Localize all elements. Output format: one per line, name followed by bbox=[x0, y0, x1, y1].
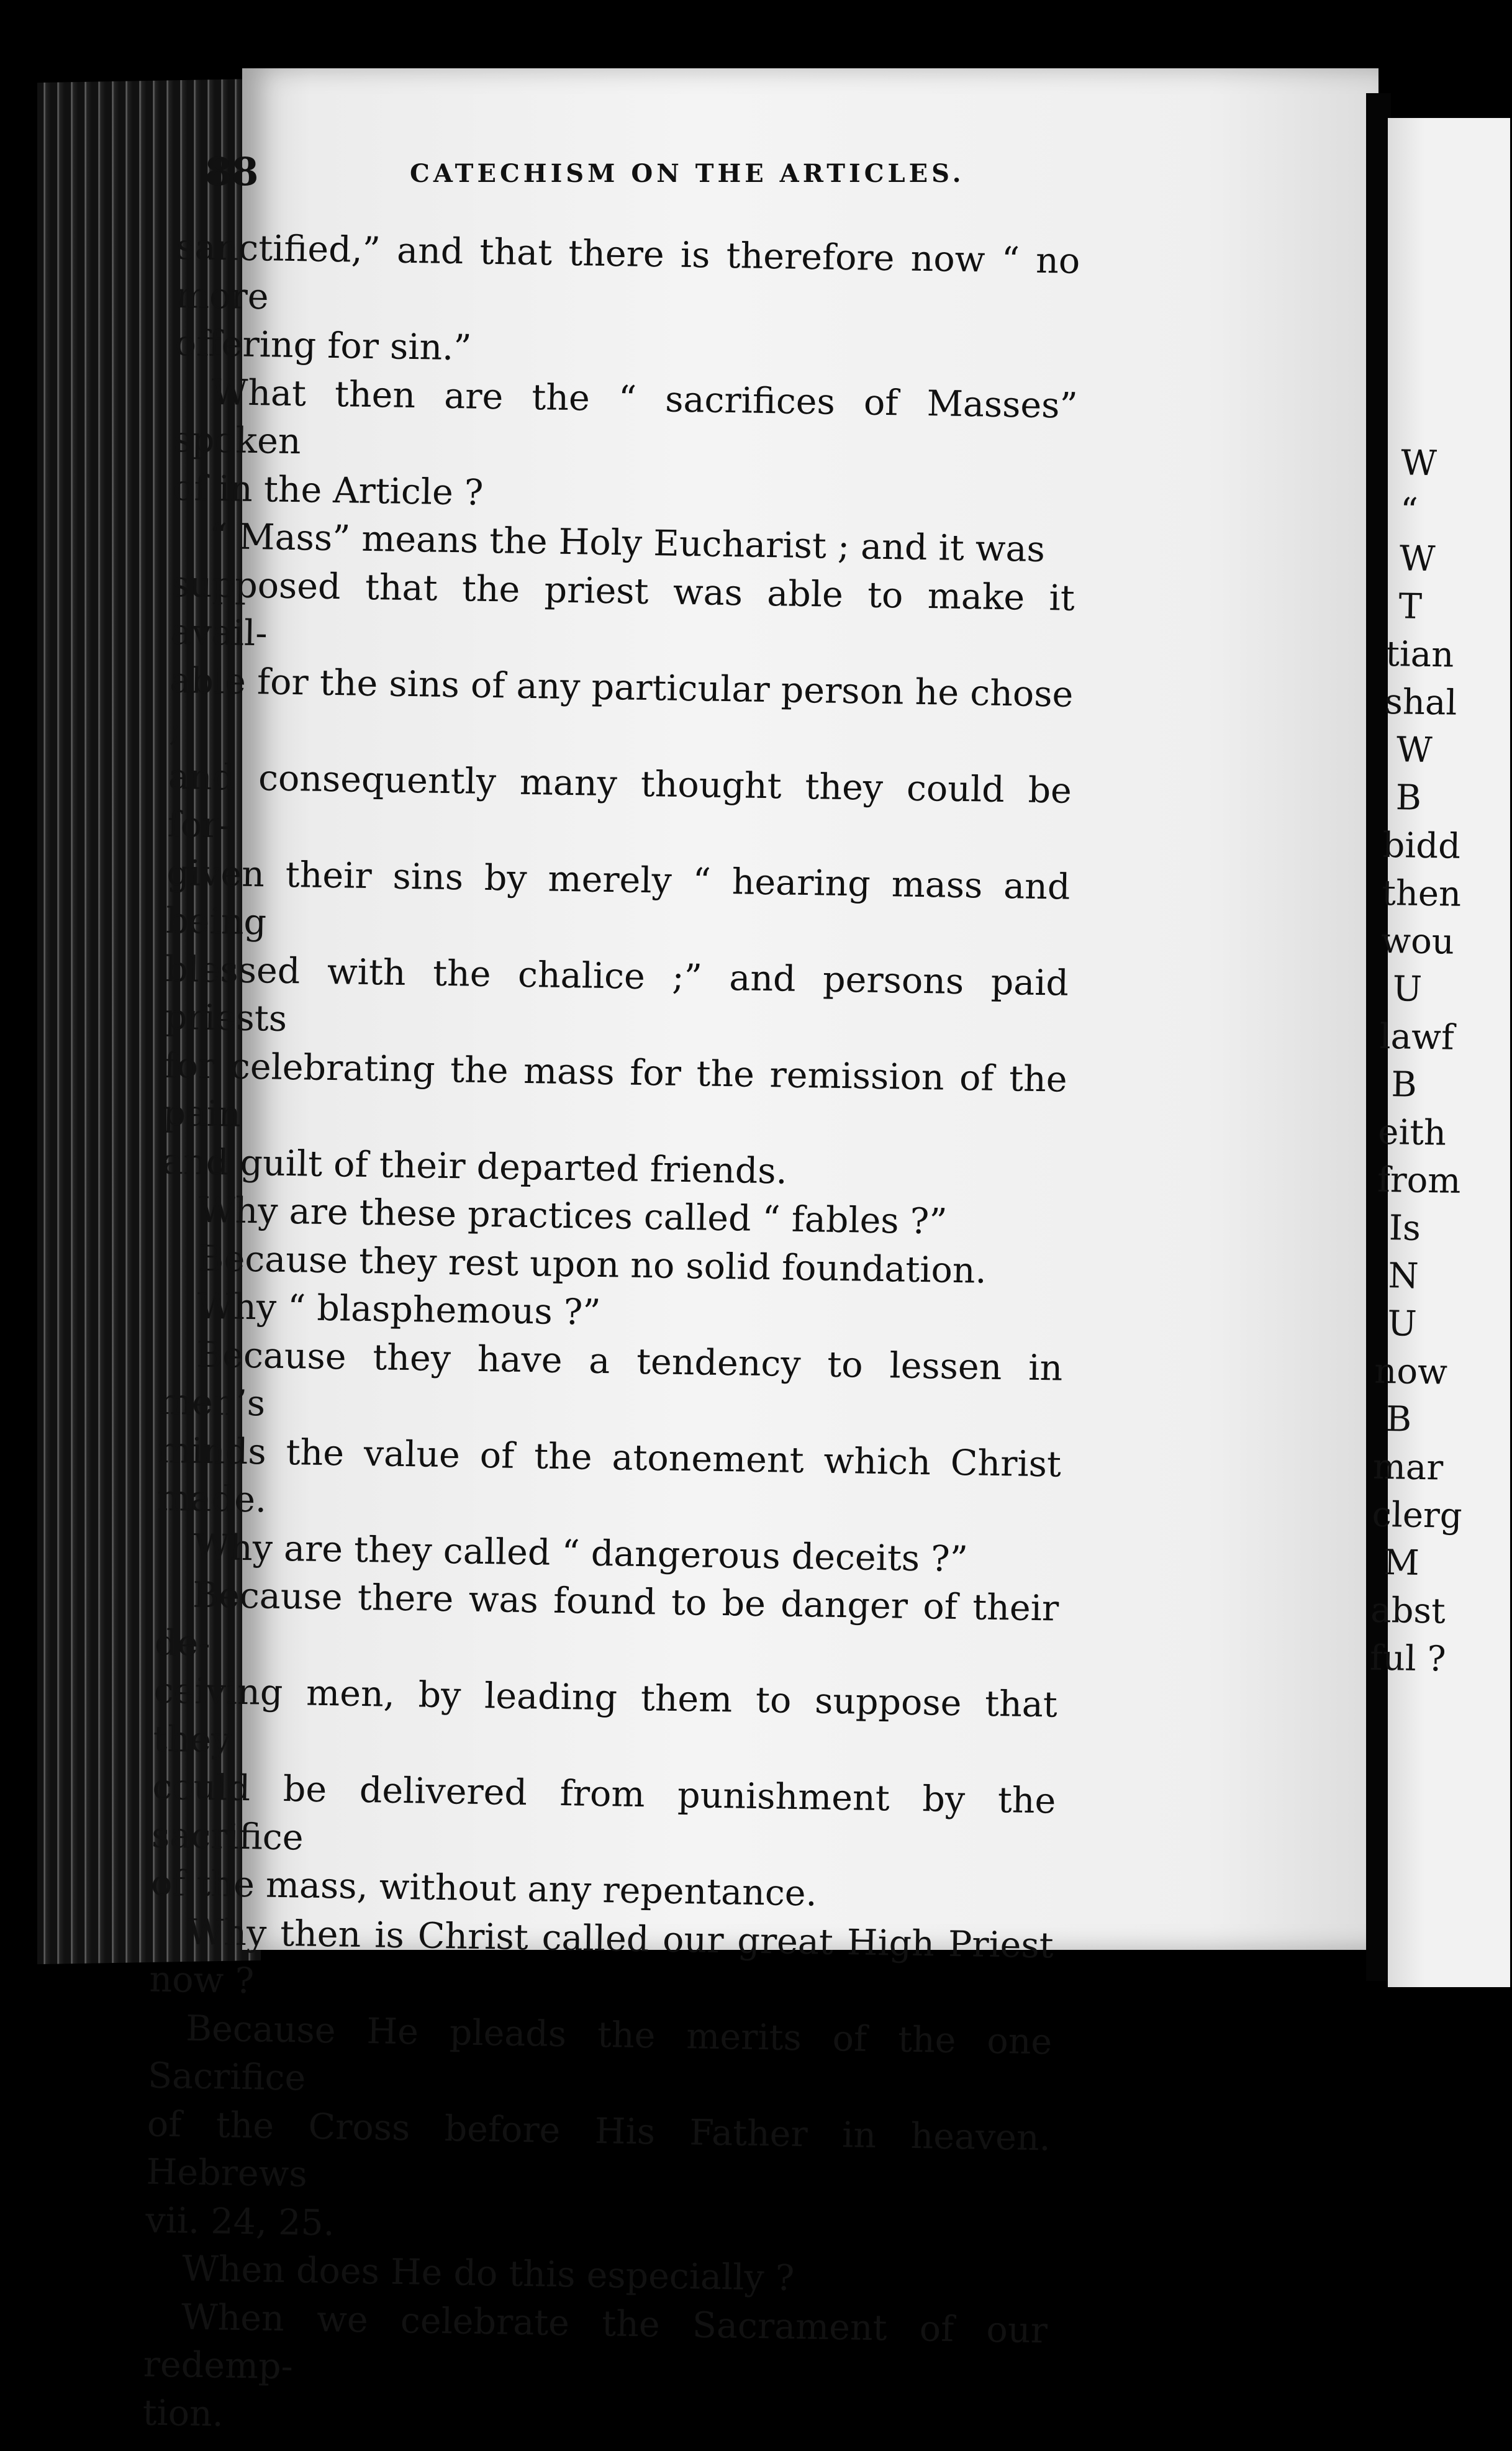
facing-line: abst bbox=[1370, 1590, 1446, 1632]
facing-line: clerg bbox=[1372, 1494, 1463, 1536]
facing-line: from bbox=[1377, 1159, 1461, 1202]
facing-line: mar bbox=[1372, 1446, 1444, 1488]
facing-line: B bbox=[1391, 1064, 1418, 1105]
facing-line: then bbox=[1381, 872, 1462, 915]
question-line: Why are these practices called “ fables ?” bbox=[198, 1189, 948, 1243]
facing-line: bidd bbox=[1382, 825, 1461, 867]
facing-line: now bbox=[1374, 1351, 1448, 1393]
text-line: able for the sins of any particular person he chose ; bbox=[168, 659, 1074, 750]
text-line: for celebrating the mass for the remission of the pain bbox=[162, 1044, 1068, 1135]
text-line: given their sins by merely “ hearing mass and being bbox=[165, 852, 1071, 943]
question-line: Why then is Christ called our great High Priest now ? bbox=[149, 1911, 1054, 2002]
answer-line: Because they have a tendency to lessen in men’s bbox=[158, 1334, 1063, 1425]
facing-line: M bbox=[1383, 1543, 1420, 1583]
question-line: Why “ blasphemous ?” bbox=[197, 1285, 601, 1333]
answer-line: When we celebrate the Sacrament of our redemp- bbox=[143, 2296, 1048, 2388]
facing-line: tian bbox=[1385, 633, 1454, 676]
answer-line: Because He pleads the merits of the one Sacrifice bbox=[147, 2008, 1053, 2099]
answer-line: “ Mass” means the Holy Eucharist ; and it was bbox=[209, 515, 1046, 571]
facing-line: N bbox=[1388, 1256, 1419, 1297]
question-line: What then are the “ sacrifices of Masses” spoken bbox=[173, 371, 1079, 463]
facing-line: “ bbox=[1400, 491, 1419, 532]
text-line: blessed with the chalice ;” and persons paid priests bbox=[164, 948, 1069, 1040]
text-line: and guilt of their departed friends. bbox=[161, 1141, 788, 1192]
body-text bbox=[142, 224, 1080, 2451]
facing-line: W bbox=[1400, 443, 1437, 484]
text-line: minds the value of the atonement which Christ made. bbox=[156, 1429, 1062, 1521]
text-line: and consequently many thought they could be for- bbox=[167, 756, 1072, 846]
text-line: of the mass, without any repentance. bbox=[150, 1862, 818, 1914]
facing-line: B bbox=[1395, 777, 1422, 818]
facing-line: wou bbox=[1380, 920, 1455, 963]
page-number: 88 bbox=[205, 149, 259, 194]
text-line: vii. 24, 25. bbox=[145, 2200, 335, 2244]
facing-line: ful ? bbox=[1369, 1638, 1447, 1680]
text-line: of the Cross before His Father in heaven. Hebrews bbox=[146, 2103, 1051, 2195]
text-line: supposed that the priest was able to make it avail- bbox=[170, 563, 1075, 655]
facing-line: shal bbox=[1384, 681, 1457, 723]
text-line: ceiving men, by leading them to suppose that they bbox=[153, 1670, 1058, 1761]
facing-line: B bbox=[1385, 1399, 1412, 1440]
answer-line: Because there was found to be danger of their de- bbox=[154, 1574, 1059, 1664]
text-line: tion. bbox=[142, 2392, 224, 2435]
facing-line: eith bbox=[1377, 1112, 1447, 1154]
question-line: Why are they called “ dangerous deceits ?” bbox=[193, 1526, 969, 1580]
facing-line: lawf bbox=[1379, 1016, 1455, 1058]
question-line: When does He do this especially ? bbox=[181, 2248, 795, 2299]
answer-line: Because they rest upon no solid foundation. bbox=[197, 1238, 987, 1292]
facing-line: U bbox=[1387, 1303, 1418, 1344]
right-book-page-fragment bbox=[1369, 118, 1510, 1987]
text-line: could be delivered from punishment by the sacrifice bbox=[151, 1766, 1056, 1859]
facing-line: Is bbox=[1388, 1208, 1421, 1249]
facing-line: W bbox=[1396, 730, 1433, 771]
text-line: offering for sin.” bbox=[174, 322, 473, 369]
facing-line: T bbox=[1398, 586, 1423, 627]
facing-line: U bbox=[1392, 969, 1423, 1010]
facing-line: W bbox=[1399, 538, 1436, 580]
text-line: sanctified,” and that there is therefore now “ no more bbox=[175, 226, 1080, 317]
facing-page-text bbox=[1369, 118, 1512, 1684]
page-header bbox=[205, 149, 1074, 224]
running-head: CATECHISM ON THE ARTICLES. bbox=[410, 159, 965, 188]
text-line: of in the Article ? bbox=[172, 467, 484, 514]
